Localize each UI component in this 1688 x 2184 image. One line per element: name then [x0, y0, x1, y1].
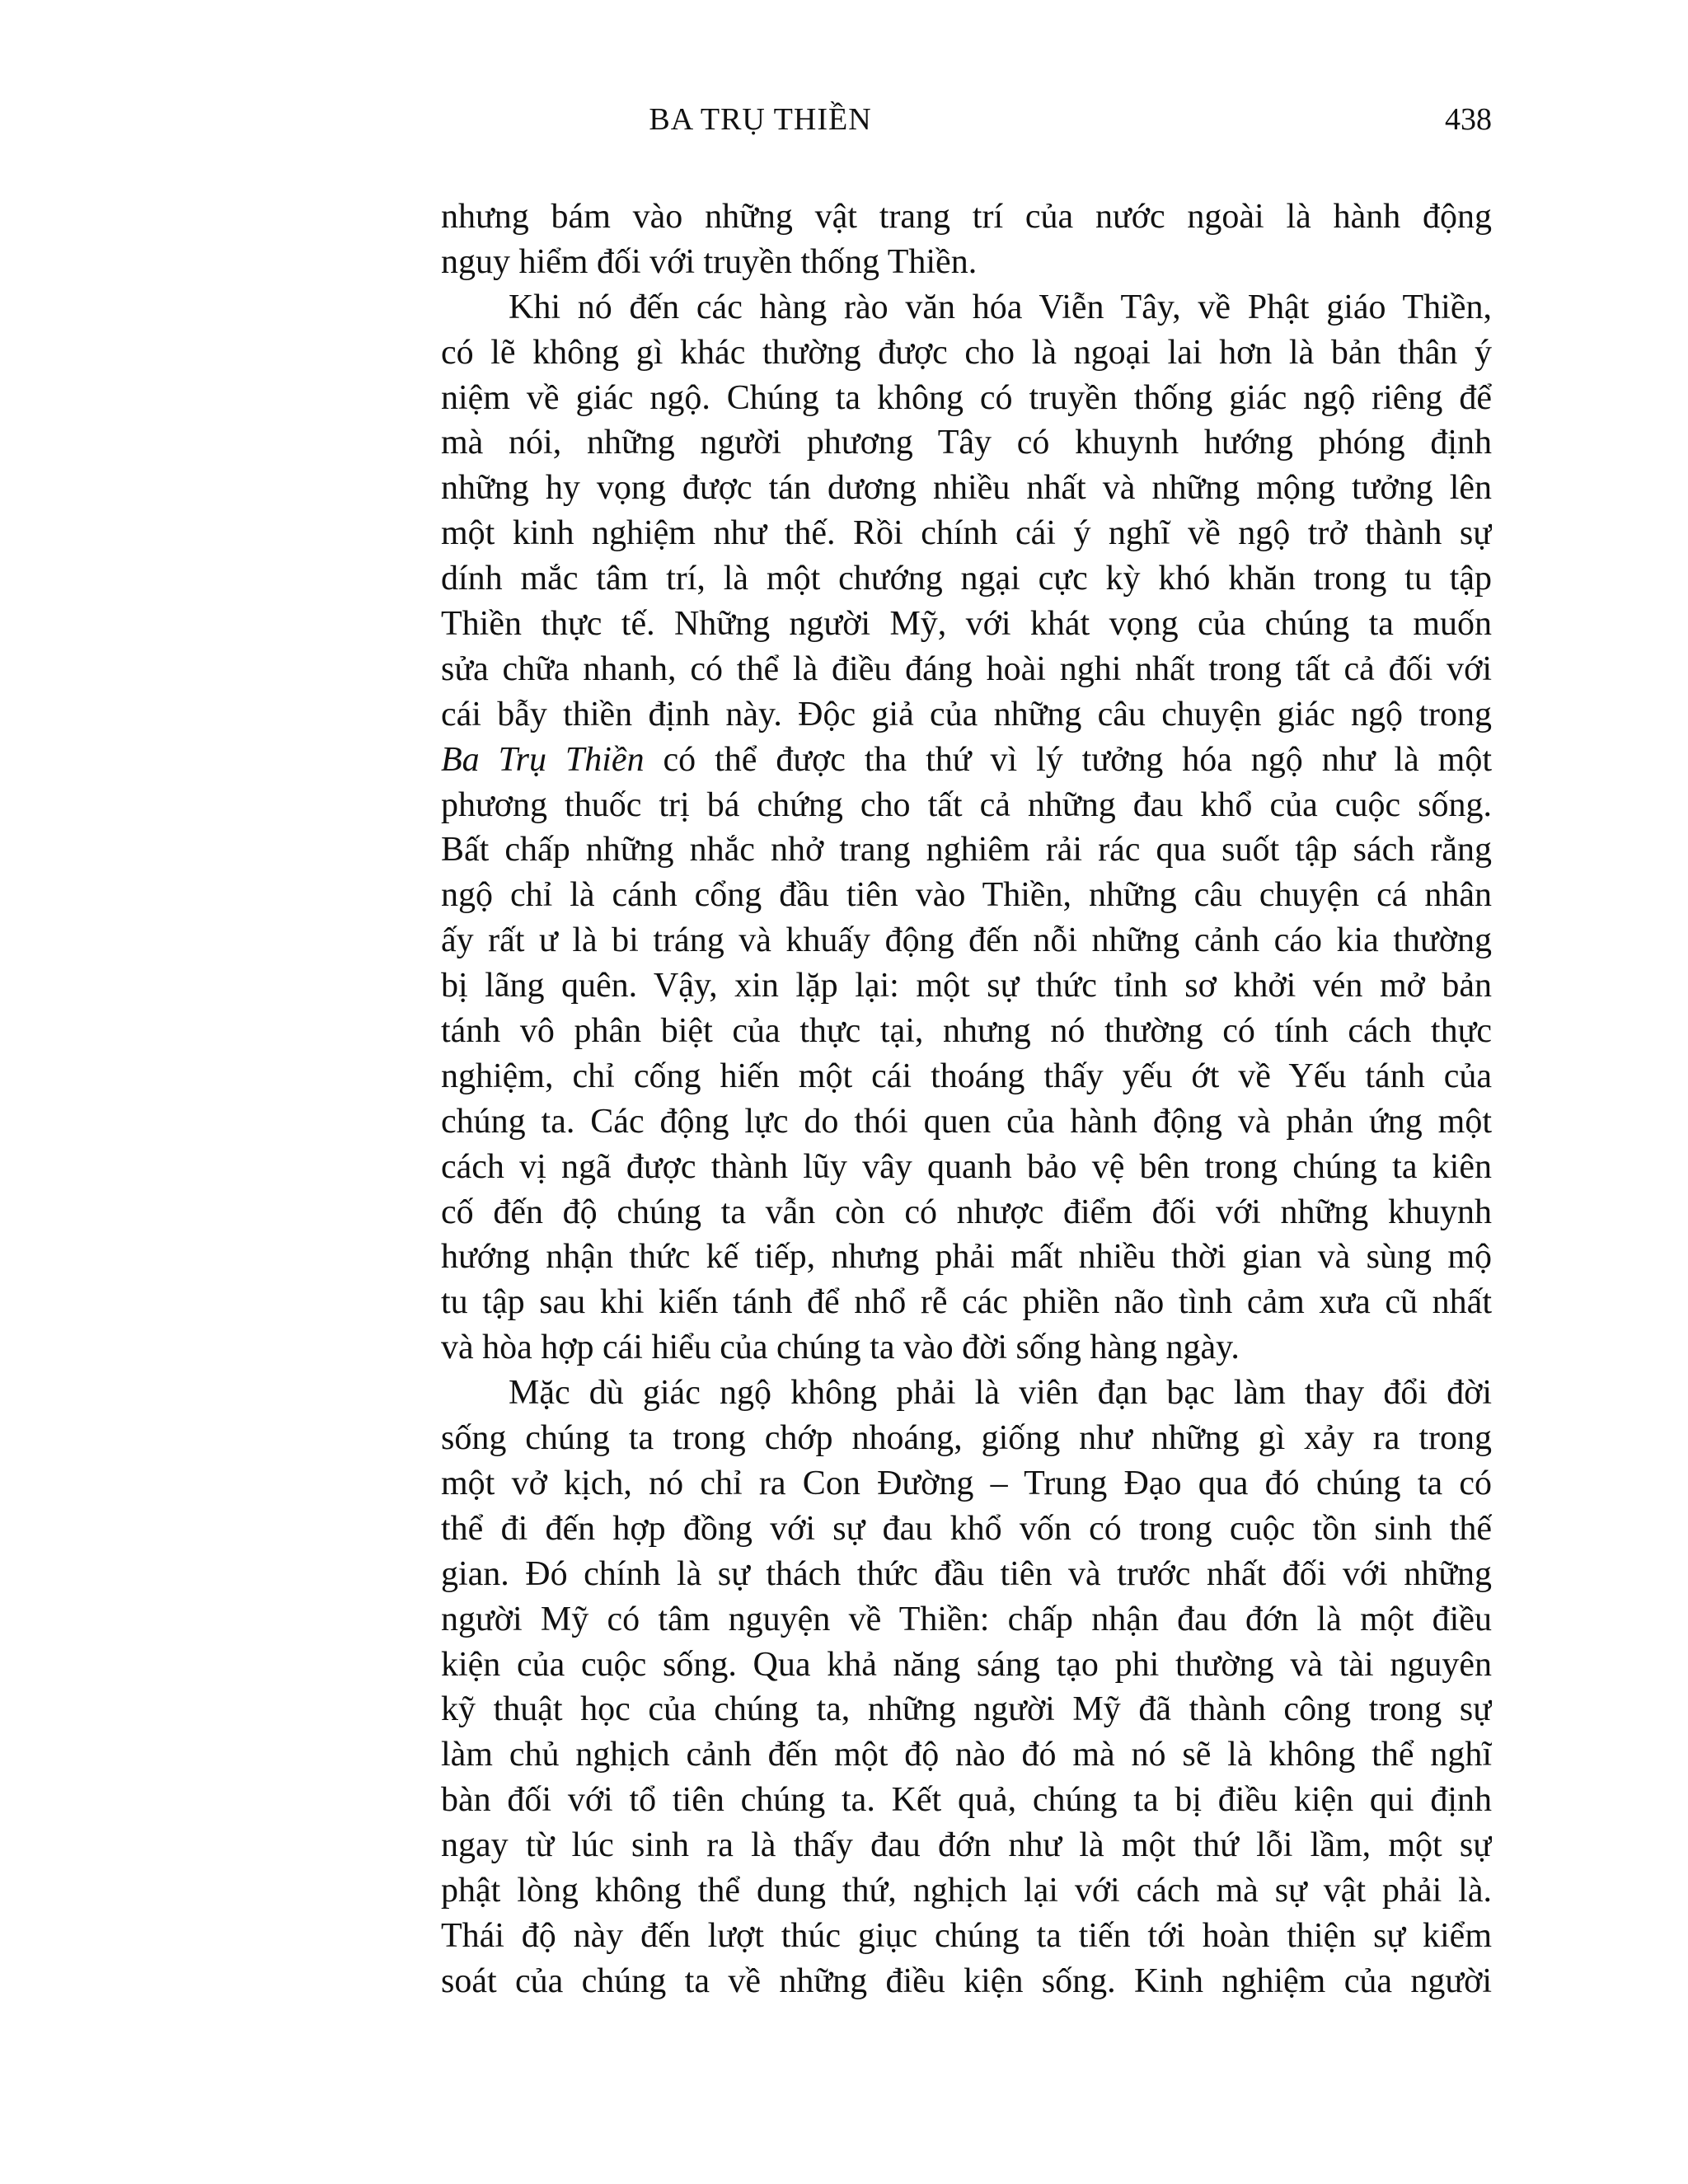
text-line: nghiệm, chỉ cống hiến một cái thoáng thấy yếu ớt về Yếu tánh của [441, 1057, 1492, 1095]
text-line: kiện của cuộc sống. Qua khả năng sáng tạo phi thường và tài nguyên [441, 1645, 1492, 1684]
text-line: Thái độ này đến lượt thúc giục chúng ta tiến tới hoàn thiện sự kiểm [441, 1916, 1492, 1955]
text-line: sống chúng ta trong chớp nhoáng, giống như những gì xảy ra trong [441, 1419, 1492, 1458]
text-line: Bất chấp những nhắc nhở trang nghiêm rải rác qua suốt tập sách rằng [441, 831, 1492, 869]
text-line: hướng nhận thức kế tiếp, nhưng phải mất nhiều thời gian và sùng mộ [441, 1238, 1492, 1277]
text-line: ấy rất ư là bi tráng và khuấy động đến nỗi những cảnh cáo kia thường [441, 921, 1492, 960]
page-header [441, 95, 1492, 144]
text-line: và hòa hợp cái hiểu của chúng ta vào đời sống hàng ngày. [441, 1329, 1240, 1367]
italic-book-title: Ba Trụ Thiền [441, 740, 645, 779]
text-line: bị lãng quên. Vậy, xin lặp lại: một sự thức tỉnh sơ khởi vén mở bản [441, 967, 1492, 1005]
text-line: tu tập sau khi kiến tánh để nhổ rễ các phiền não tình cảm xưa cũ nhất [441, 1283, 1492, 1322]
text-line: một vở kịch, nó chỉ ra Con Đường – Trung Đạo qua đó chúng ta có [441, 1464, 1492, 1502]
paragraph-first-line: Mặc dù giác ngộ không phải là viên đạn bạc làm thay đổi đời [509, 1374, 1492, 1413]
text-line-remainder: có thể được tha thứ vì lý tưởng hóa ngộ như là một [663, 740, 1492, 779]
text-line: những hy vọng được tán dương nhiều nhất và những mộng tưởng lên [441, 469, 1492, 508]
text-line: nhưng bám vào những vật trang trí của nước ngoài là hành động [441, 198, 1492, 236]
text-line: cái bẫy thiền định này. Độc giả của những câu chuyện giác ngộ trong [441, 695, 1492, 733]
text-line: kỹ thuật học của chúng ta, những người Mỹ đã thành công trong sự [441, 1690, 1492, 1729]
running-title: BA TRỤ THIỀN [649, 102, 872, 137]
text-line: có lẽ không gì khác thường được cho là ngoại lai hơn là bản thân ý [441, 333, 1492, 372]
text-line: phật lòng không thể dung thứ, nghịch lại với cách mà sự vật phải là. [441, 1871, 1492, 1910]
text-line: làm chủ nghịch cảnh đến một độ nào đó mà nó sẽ là không thể nghĩ [441, 1736, 1492, 1774]
text-line: nguy hiểm đối với truyền thống Thiền. [441, 242, 978, 281]
text-line: gian. Đó chính là sự thách thức đầu tiên và trước nhất đối với những [441, 1554, 1492, 1593]
text-line: sửa chữa nhanh, có thể là điều đáng hoài nghi nhất trong tất cả đối với [441, 649, 1492, 688]
text-line: người Mỹ có tâm nguyện về Thiền: chấp nhận đau đớn là một điều [441, 1600, 1492, 1638]
text-line: thể đi đến hợp đồng với sự đau khổ vốn có trong cuộc tồn sinh thế [441, 1509, 1492, 1548]
text-line: dính mắc tâm trí, là một chướng ngại cực kỳ khó khăn trong tu tập [441, 560, 1492, 598]
text-line: ngay từ lúc sinh ra là thấy đau đớn như là một thứ lỗi lầm, một sự [441, 1826, 1492, 1865]
body-text [441, 194, 1492, 2004]
text-line-with-italic-title [441, 738, 1492, 783]
text-line: một kinh nghiệm như thế. Rồi chính cái ý nghĩ về ngộ trở thành sự [441, 514, 1492, 553]
text-line: soát của chúng ta về những điều kiện sống. Kinh nghiệm của người [441, 1961, 1492, 2000]
text-line: ngộ chỉ là cánh cổng đầu tiên vào Thiền, những câu chuyện cá nhân [441, 876, 1492, 915]
text-line: niệm về giác ngộ. Chúng ta không có truyền thống giác ngộ riêng để [441, 378, 1492, 417]
page-number: 438 [1445, 102, 1492, 137]
paragraph-first-line: Khi nó đến các hàng rào văn hóa Viễn Tây, về Phật giáo Thiền, [509, 288, 1492, 326]
text-line: cố đến độ chúng ta vẫn còn có nhược điểm đối với những khuynh [441, 1193, 1492, 1231]
text-line: mà nói, những người phương Tây có khuynh hướng phóng định [441, 424, 1492, 462]
text-line: cách vị ngã được thành lũy vây quanh bảo vệ bên trong chúng ta kiên [441, 1147, 1492, 1186]
text-line: bàn đối với tổ tiên chúng ta. Kết quả, chúng ta bị điều kiện qui định [441, 1781, 1492, 1820]
text-line: Thiền thực tế. Những người Mỹ, với khát vọng của chúng ta muốn [441, 605, 1492, 644]
text-line: phương thuốc trị bá chứng cho tất cả những đau khổ của cuộc sống. [441, 785, 1492, 824]
text-line: chúng ta. Các động lực do thói quen của hành động và phản ứng một [441, 1102, 1492, 1141]
text-line: tánh vô phân biệt của thực tại, nhưng nó thường có tính cách thực [441, 1012, 1492, 1051]
